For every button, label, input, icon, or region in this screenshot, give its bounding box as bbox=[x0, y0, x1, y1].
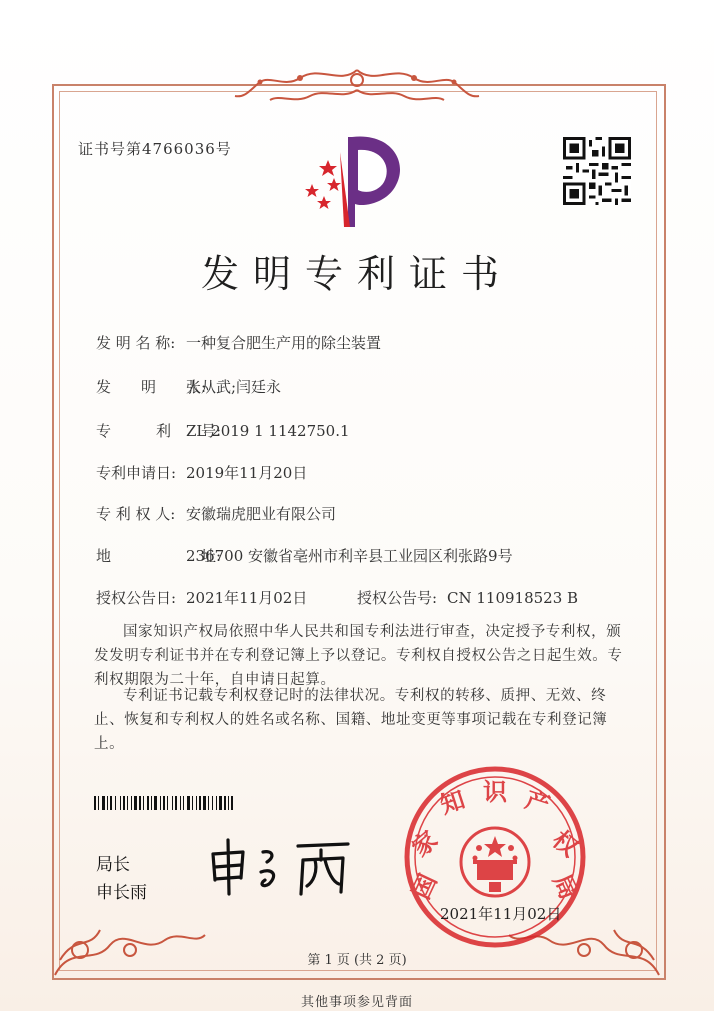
field-label: 发 明 名 称: bbox=[96, 334, 176, 352]
field-label: 专 利 权 人: bbox=[96, 505, 176, 523]
legal-paragraph-1: 国家知识产权局依照中华人民共和国专利法进行审查，决定授予专利权，颁发发明专利证书并在专利登记簿上予以登记。专利权自授权公告之日起生效。专利权期限为二十年，自申请日起算。 bbox=[94, 624, 623, 688]
field-label: 授权公告日: bbox=[96, 589, 177, 607]
field-patentee bbox=[96, 503, 336, 524]
page-number: 第 1 页 (共 2 页) bbox=[307, 953, 407, 968]
certificate-number: 证书号第4766036号 bbox=[78, 140, 232, 158]
svg-text:家: 家 bbox=[406, 825, 444, 863]
svg-text:知: 知 bbox=[436, 785, 469, 820]
svg-text:识: 识 bbox=[483, 778, 507, 806]
field-invention-name bbox=[96, 332, 381, 353]
issue-date: 2021年11月02日 bbox=[440, 905, 562, 923]
field-filing-date bbox=[96, 462, 307, 483]
svg-text:权: 权 bbox=[546, 825, 584, 863]
field-label: 专 利 号: bbox=[96, 422, 222, 440]
footer-note: 其他事项参见背面 bbox=[300, 995, 413, 1010]
field-grant-number bbox=[357, 587, 578, 608]
field-patent-number bbox=[96, 420, 350, 441]
svg-text:产: 产 bbox=[521, 785, 554, 820]
top-ornament bbox=[230, 60, 484, 110]
field-value: 236700 安徽省亳州市利辛县工业园区利张路9号 bbox=[186, 547, 513, 565]
field-label: 授权公告号: bbox=[357, 589, 438, 607]
field-value: 2019年11月20日 bbox=[186, 464, 308, 482]
barcode-icon bbox=[94, 796, 312, 810]
field-value: 安徽瑞虎肥业有限公司 bbox=[186, 505, 337, 523]
svg-text:局: 局 bbox=[547, 869, 584, 904]
qr-code-icon bbox=[563, 137, 631, 205]
director-title: 局长 bbox=[96, 855, 130, 875]
field-value: ZL 2019 1 1142750.1 bbox=[186, 422, 350, 440]
field-address bbox=[96, 545, 513, 566]
field-value: 2021年11月02日 bbox=[186, 589, 308, 607]
legal-paragraph-2: 专利证书记载专利权登记时的法律状况。专利权的转移、质押、无效、终止、恢复和专利权人的姓名或名称、国籍、地址变更等事项记载在专利登记簿上。 bbox=[94, 688, 608, 752]
field-value: CN 110918523 B bbox=[447, 589, 579, 607]
field-grant-date bbox=[96, 587, 307, 608]
handwritten-signature bbox=[203, 832, 363, 902]
field-label: 发 明 人: bbox=[96, 378, 207, 396]
director-name: 申长雨 bbox=[96, 883, 147, 903]
field-value: 张从武;闫廷永 bbox=[186, 378, 282, 396]
field-label: 专利申请日: bbox=[96, 464, 177, 482]
cnipa-logo-icon bbox=[300, 132, 415, 232]
certificate-title: 发明专利证书 bbox=[200, 252, 513, 296]
svg-text:国: 国 bbox=[406, 869, 443, 904]
bottom-left-ornament bbox=[50, 905, 210, 980]
field-label: 地 址: bbox=[96, 547, 222, 565]
field-value: 一种复合肥生产用的除尘装置 bbox=[186, 334, 382, 352]
field-inventor bbox=[96, 376, 281, 397]
